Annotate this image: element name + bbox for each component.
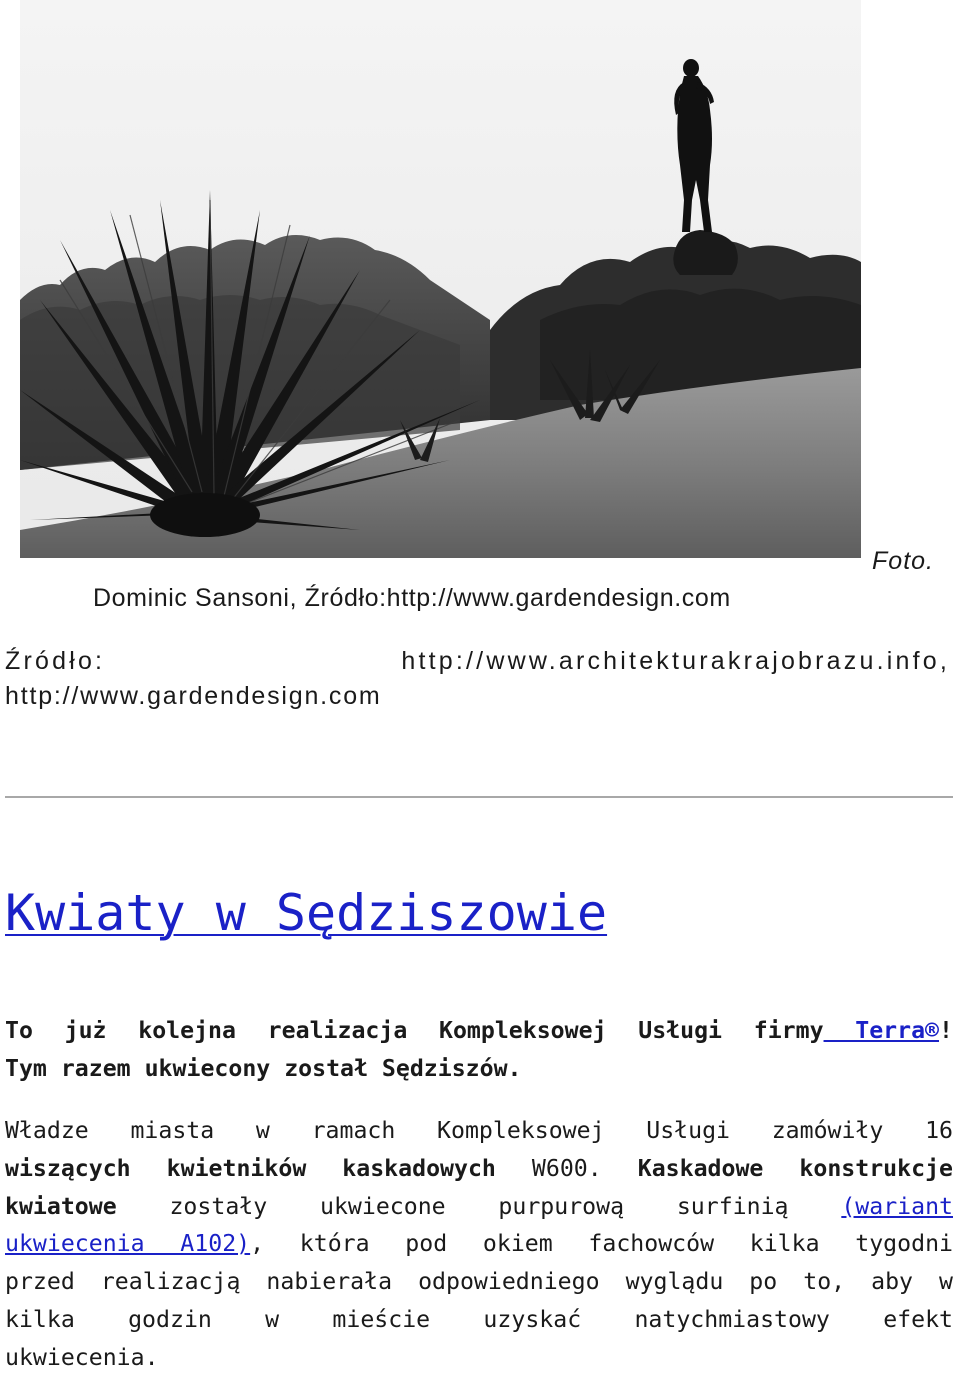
intro-text: To już kolejna realizacja Kompleksowej Usługi firmy — [5, 1017, 824, 1044]
section-divider — [5, 796, 953, 798]
source-url-2: http://www.gardendesign.com — [5, 682, 382, 710]
article-title-link[interactable]: Kwiaty w Sędziszowie — [5, 884, 608, 942]
source-url-1: http://www.architekturakrajobrazu.info, — [401, 647, 950, 675]
body-model: W600. — [495, 1154, 638, 1182]
variant-link-part-1[interactable]: (wariant — [841, 1192, 953, 1220]
body-paragraph — [5, 1112, 953, 1377]
source-line — [5, 647, 950, 676]
photo-caption-credit: Dominic Sansoni, Źródło:http://www.gardendesign.com — [93, 584, 731, 612]
body-line-7: ukwiecenia. — [5, 1343, 159, 1371]
body-text-4: , która pod okiem fachowców kilka tygodni — [250, 1230, 953, 1258]
body-line-5: przed realizacją nabierała odpowiedniego wyglądu po to, aby w — [5, 1268, 953, 1296]
body-bold-1: wiszących kwietników kaskadowych — [5, 1154, 496, 1182]
body-bold-2: Kaskadowe konstrukcje — [637, 1154, 953, 1182]
body-line-3 — [5, 1188, 953, 1226]
body-text-3: zostały ukwiecone purpurową surfinią — [116, 1192, 842, 1220]
terra-link[interactable]: Terra® — [823, 1017, 940, 1044]
body-line-1: Władze miasta w ramach Kompleksowej Usługi zamówiły 16 — [5, 1117, 953, 1144]
source-label: Źródło: — [5, 647, 106, 675]
garden-photo — [20, 0, 861, 558]
body-bold-3: kwiatowe — [5, 1192, 117, 1220]
intro-line-1 — [5, 1012, 953, 1050]
intro-paragraph — [5, 1012, 953, 1088]
variant-link-part-2[interactable]: ukwiecenia A102) — [5, 1230, 251, 1258]
body-line-2 — [5, 1150, 953, 1188]
body-line-4 — [5, 1225, 953, 1263]
photo-caption-prefix: Foto. — [872, 547, 934, 575]
intro-line-2: Tym razem ukwiecony został Sędziszów. — [5, 1054, 522, 1082]
intro-exclaim: ! — [939, 1017, 953, 1044]
body-line-6: kilka godzin w mieście uzyskać natychmiastowy efekt — [5, 1305, 953, 1333]
